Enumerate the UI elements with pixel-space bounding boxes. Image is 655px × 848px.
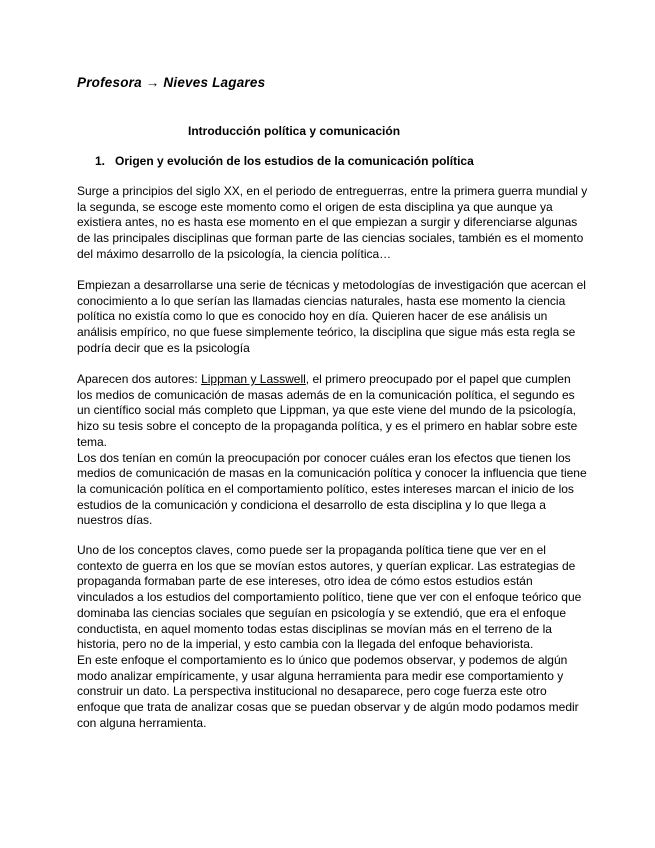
paragraph-line: medios de comunicación de masas en la comunicación política y conocer la influencia que tiene	[77, 466, 587, 481]
paragraph-1	[77, 184, 588, 263]
author-heading: Profesora → Nieves Lagares	[77, 75, 266, 90]
paragraph-line: Empiezan a desarrollarse una serie de técnicas y metodologías de investigación que acercan el	[77, 278, 586, 292]
paragraph-line: los medios de comunicación de masas además de en la comunicación política, el segundo es	[77, 387, 575, 402]
paragraph-line: análisis empírico, no que fuese simplemente teórico, la disciplina que sigue más esta regla se	[77, 325, 576, 340]
paragraph-line: Uno de los conceptos claves, como puede ser la propaganda política tiene que ver en el	[77, 543, 546, 557]
paragraph-text: , el primero preocupado por el papel que cumplen	[305, 372, 571, 386]
section-title: Origen y evolución de los estudios de la comunicación política	[115, 154, 474, 168]
paragraph-text: Aparecen dos autores:	[77, 372, 202, 386]
paragraph-line: un científico social más completo que Lippman, ya que este viene del mundo de la psicología,	[77, 403, 576, 418]
paragraph-line: Surge a principios del siglo XX, en el periodo de entreguerras, entre la primera guerra mundial y	[77, 184, 588, 198]
paragraph-line: dominaba las ciencias sociales que seguían en psicología y se extendió, que era el enfoque	[77, 605, 566, 620]
paragraph-line: conocimiento a lo que serían las llamadas ciencias naturales, hasta ese momento la ciencia	[77, 293, 566, 308]
paragraph-3	[77, 372, 587, 529]
paragraph-line: Los dos tenían en común la preocupación por conocer cuáles eran los efectos que tienen los	[77, 450, 571, 465]
section-number: 1.	[95, 154, 106, 168]
paragraph-line: construir un dato. La perspectiva institucional no desaparece, pero coge fuerza este otro	[77, 684, 547, 699]
paragraph-line: enfoque que trata de analizar cosas que se puedan observar y de algún modo podamos medir	[77, 700, 579, 715]
paragraph-line: con alguna herramienta.	[77, 715, 207, 730]
authors-link[interactable]: Lippman y Lasswell	[201, 372, 306, 386]
paragraph-line: estudios de la comunicación y condiciona el desarrollo de esta disciplina y lo que llega a	[77, 497, 546, 512]
paragraph-line: tema.	[77, 434, 108, 449]
document-title: Introducción política y comunicación	[188, 124, 401, 138]
paragraph-line: modo analizar empíricamente, y usar alguna herramienta para medir ese comportamiento y	[77, 668, 564, 683]
paragraph-line: de las principales disciplinas que forman parte de las ciencias sociales, también es el momento	[77, 231, 584, 246]
paragraph-line	[77, 372, 582, 388]
paragraph-line: del máximo desarrollo de la psicología, la ciencia política…	[77, 246, 392, 261]
paragraph-line: la comunicación política en el comportamiento político, estes intereses marcan el inicio de los	[77, 481, 574, 496]
paragraph-line: vinculados a los estudios del comportamiento político, tiene que ver con el enfoque teórico que	[77, 590, 582, 605]
paragraph-line: existiera antes, no es hasta ese momento en el que empiezan a surgir y diferenciarse algunas	[77, 215, 578, 230]
paragraph-line: En este enfoque el comportamiento es lo único que podemos observar, y podemos de algún	[77, 652, 568, 667]
paragraph-4	[77, 543, 582, 731]
paragraph-line: política no existía como lo que es conocido hoy en día. Quieren hacer de ese análisis un	[77, 309, 548, 324]
paragraph-line: podría decir que es la psicología	[77, 340, 250, 355]
paragraph-line: historia, pero no de la imperial, y esto cambia con la llegada del enfoque behaviorista.	[77, 637, 534, 652]
paragraph-line: conductista, en aquel momento todas estas disciplinas se movían más en el terreno de la	[77, 621, 552, 636]
paragraph-line: la segunda, se escoge este momento como el origen de esta disciplina ya que aunque ya	[77, 199, 553, 214]
paragraph-line: nuestros días.	[77, 513, 153, 528]
paragraph-line: contexto de guerra en los que se movían estos autores, y querían explicar. Las estrategias de	[77, 558, 576, 573]
section-heading	[95, 154, 474, 168]
paragraph-2	[77, 278, 586, 357]
paragraph-line: hizo su tesis sobre el concepto de la propaganda política, y es el primero en hablar sobre este	[77, 419, 578, 434]
paragraph-line: propaganda formaban parte de ese intereses, otro idea de cómo estos estudios están	[77, 574, 533, 589]
